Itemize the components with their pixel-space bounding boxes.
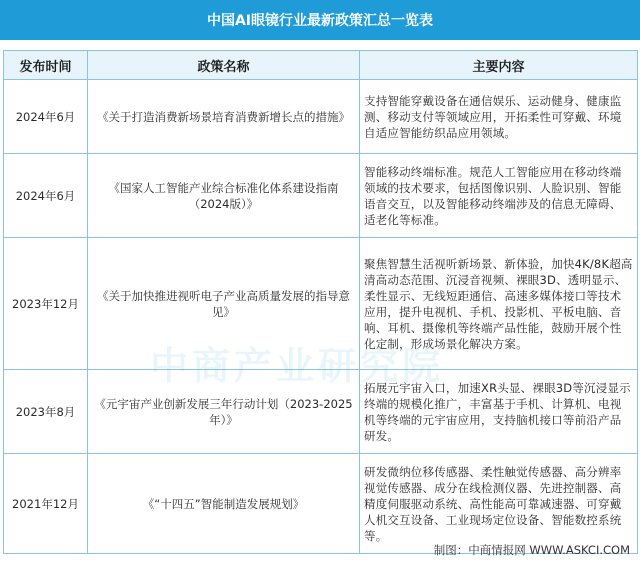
row-content: 拓展元宇宙入口，加速XR头显、裸眼3D等沉浸显示终端的规模化推广，丰富基于手机、计算机、电视机等终端的元宇宙应用，支持脑机接口等前沿产品研发。 [360,370,638,454]
header-name: 政策名称 [88,51,360,80]
row-policy-name: 《国家人工智能产业综合标准化体系建设指南（2024版）》 [88,154,360,238]
table-row [4,454,638,554]
table-row [4,154,638,238]
row-policy-name: 《“十四五”智能制造发展规划》 [88,454,360,554]
row-content: 智能移动终端标准。规范人工智能应用在移动终端领域的技术要求，包括图像识别、人脸识别、智能语音交互，以及智能移动终端涉及的信息无障碍、适老化等标准。 [360,154,638,238]
row-date: 2023年12月 [4,238,88,370]
row-content: 研发微纳位移传感器、柔性触觉传感器、高分辨率视觉传感器、成分在线检测仪器、先进控制器、高精度伺服驱动系统、高性能高可靠减速器、可穿戴人机交互设备、工业现场定位设备、智能数控系统等。 [360,454,638,554]
watermark: 中商产业研究院 [150,344,445,388]
header-date: 发布时间 [4,51,88,80]
row-date: 2024年6月 [4,154,88,238]
row-policy-name: 《关于加快推进视听电子产业高质量发展的指导意见》 [88,238,360,370]
table-header-row [4,51,638,80]
row-date: 2021年12月 [4,454,88,554]
row-content: 聚焦智慧生活视听新场景、新体验，加快4K/8K超高清高动态范围、沉浸音视频、裸眼3D、透明显示、柔性显示、无线短距通信、高速多媒体接口等技术应用，提升电视机、手机、投影机、平板电脑、音响、耳机、摄像机等终端产品性能，鼓励开展个性化定制，形成场景化解决方案。 [360,238,638,370]
source-credit: 制图：中商情报网 WWW.ASKCI.COM [433,543,630,557]
table-row [4,238,638,370]
header-content: 主要内容 [360,51,638,80]
policy-table [3,50,638,554]
table-row [4,370,638,454]
row-policy-name: 《元宇宙产业创新发展三年行动计划（2023-2025年）》 [88,370,360,454]
row-date: 2024年6月 [4,80,88,154]
row-content: 支持智能穿戴设备在通信娱乐、运动健身、健康监测、移动支付等领域应用，开拓柔性可穿戴、环境自适应智能纺织品应用领域。 [360,80,638,154]
table-row [4,80,638,154]
row-policy-name: 《关于打造消费新场景培育消费新增长点的措施》 [88,80,360,154]
row-date: 2023年8月 [4,370,88,454]
table-title: 中国AI眼镜行业最新政策汇总一览表 [0,0,640,40]
